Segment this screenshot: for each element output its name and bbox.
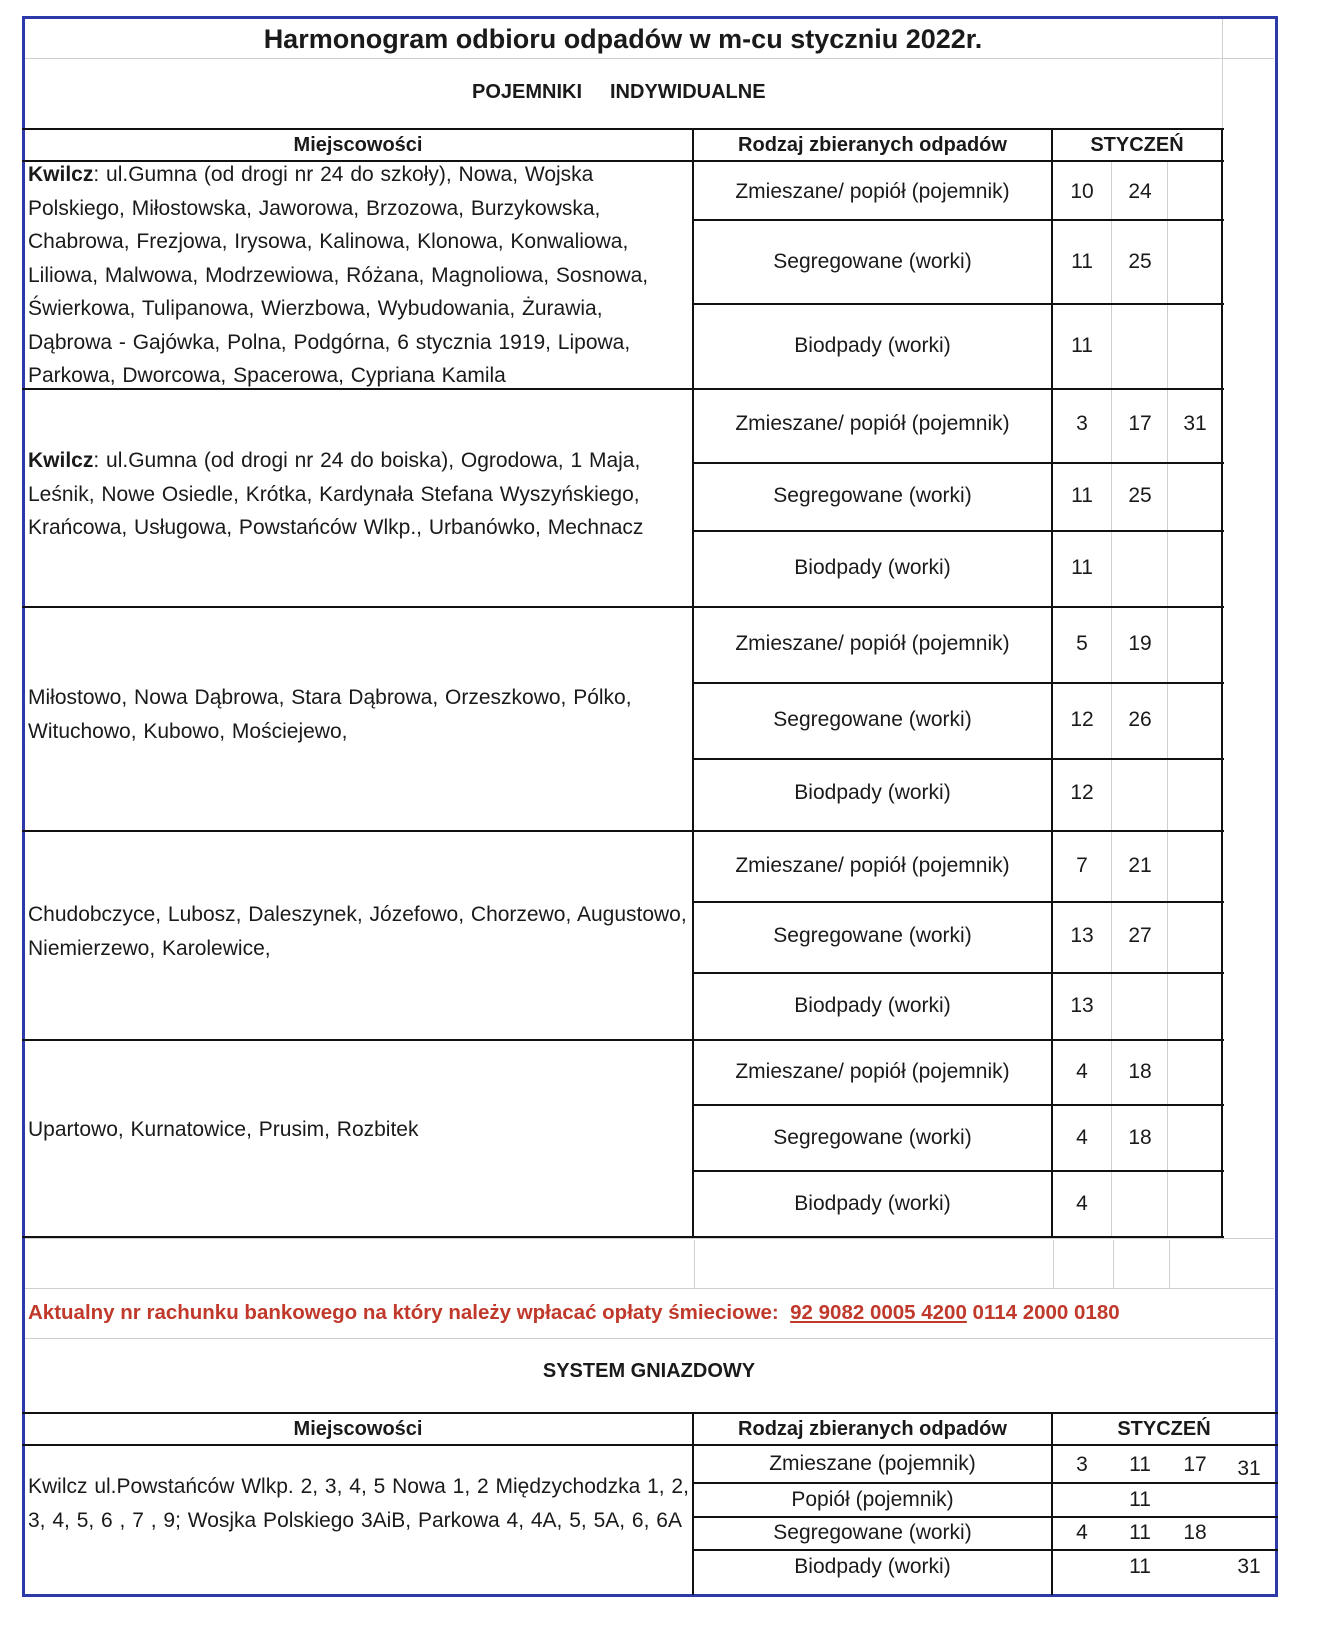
row-divider: [692, 1104, 1224, 1106]
waste-type: Biodpady (worki): [794, 1192, 951, 1215]
section2-heading: SYSTEM GNIAZDOWY: [542, 1360, 756, 1382]
places-text: Kwilcz: ul.Gumna (od drogi nr 24 do szkoły), Nowa, Wojska Polskiego, Miłostowska, Jaworowa, Brzozowa, Burzykowska, Chabrowa, Frezjowa, Irysowa, Kalinowa, Klonowa, Konwaliowa, Liliowa, Malwowa, Modrzewiowa, Różana, Magnoliowa, Sosnowa, Świerkowa, Tulipanowa, Wierzbowa, Wybudowania, Żurawia, Dąbrowa - Gajówka, Polna, Podgórna, 6 stycznia 1919, Lipowa, Parkowa, Dworcowa, Spacerowa, Cypriana Kamila: [28, 163, 649, 387]
grid-line: [1111, 162, 1112, 1236]
frame-bottom: [22, 1594, 1278, 1597]
pickup-day: 17: [1128, 412, 1152, 435]
row-divider: [692, 462, 1224, 464]
pickup-day: 27: [1128, 924, 1152, 947]
bank-account-number-part2: 0114 2000 0180: [966, 1301, 1120, 1324]
waste-type: Segregowane (worki): [773, 484, 972, 507]
header-type: Rodzaj zbieranych odpadów: [738, 134, 1007, 156]
pickup-day: 11: [1071, 484, 1093, 507]
bank-account-number-part1: 92 9082 0005 4200: [790, 1301, 967, 1324]
waste-type: Zmieszane/ popiół (pojemnik): [735, 1060, 1010, 1083]
pickup-day: 4: [1076, 1192, 1088, 1215]
row-divider: [692, 682, 1224, 684]
pickup-day: 19: [1128, 632, 1152, 655]
pickup-day: 21: [1128, 854, 1152, 877]
header-places: Miejscowości: [293, 134, 423, 156]
pickup-day: 11: [1129, 1488, 1151, 1511]
grid-line: [24, 1288, 1274, 1289]
grid-line: [24, 1338, 1274, 1339]
row-divider: [692, 530, 1224, 532]
pickup-day: 3: [1076, 412, 1088, 435]
row-divider: [692, 972, 1224, 974]
pickup-day: 12: [1070, 708, 1094, 731]
waste-type: Biodpady (worki): [794, 994, 951, 1017]
row-divider: [692, 1549, 1278, 1551]
pickup-day: 11: [1071, 556, 1093, 579]
table-border: [22, 1412, 1278, 1414]
row-divider: [692, 1516, 1278, 1518]
waste-type: Zmieszane/ popiół (pojemnik): [735, 854, 1010, 877]
grid-line: [24, 1238, 1274, 1239]
section1-heading-part2: INDYWIDUALNE: [610, 81, 766, 103]
places-text: Chudobczyce, Lubosz, Daleszynek, Józefowo, Chorzewo, Augustowo, Niemierzewo, Karolewice,: [28, 903, 687, 960]
pickup-day: 13: [1070, 994, 1094, 1017]
group-divider: [22, 830, 1224, 832]
pickup-day: 11: [1129, 1555, 1151, 1578]
grid-line: [1113, 1240, 1114, 1288]
waste-type: Zmieszane/ popiół (pojemnik): [735, 632, 1010, 655]
row-divider: [692, 901, 1224, 903]
table-border: [22, 1236, 1224, 1238]
pickup-day: 26: [1128, 708, 1152, 731]
places-text: Kwilcz ul.Powstańców Wlkp. 2, 3, 4, 5 Nowa 1, 2 Międzychodzka 1, 2, 3, 4, 5, 6 , 7 , 9; Wosjka Polskiego 3AiB, Parkowa 4, 4A, 5, 5A, 6, 6A: [28, 1475, 689, 1532]
header-places: Miejscowości: [293, 1418, 423, 1440]
pickup-day: 11: [1129, 1521, 1151, 1544]
pickup-day: 25: [1128, 250, 1152, 273]
row-divider: [692, 1482, 1278, 1484]
grid-line: [1167, 162, 1168, 1236]
grid-line: [1053, 1240, 1054, 1288]
page-title: Harmonogram odbioru odpadów w m-cu styczniu 2022r.: [263, 24, 983, 54]
pickup-day: 18: [1183, 1521, 1207, 1544]
waste-type: Popiół (pojemnik): [791, 1488, 954, 1511]
pickup-day: 11: [1071, 334, 1093, 357]
header-type: Rodzaj zbieranych odpadów: [738, 1418, 1007, 1440]
waste-type: Biodpady (worki): [794, 1555, 951, 1578]
row-divider: [692, 303, 1224, 305]
pickup-day: 11: [1071, 250, 1093, 273]
pickup-day: 18: [1128, 1126, 1152, 1149]
bank-account-label: Aktualny nr rachunku bankowego na który należy wpłacać opłaty śmieciowe:: [28, 1301, 779, 1324]
waste-type: Segregowane (worki): [773, 1126, 972, 1149]
frame-top: [22, 16, 1278, 19]
places-text: Upartowo, Kurnatowice, Prusim, Rozbitek: [28, 1118, 419, 1141]
grid-line: [24, 58, 1274, 59]
pickup-day: 4: [1076, 1521, 1088, 1544]
waste-type: Biodpady (worki): [794, 556, 951, 579]
bank-account-note: [28, 1301, 1120, 1325]
frame-right: [1275, 16, 1278, 1597]
places-text: Miłostowo, Nowa Dąbrowa, Stara Dąbrowa, Orzeszkowo, Pólko, Wituchowo, Kubowo, Mościejewo,: [28, 686, 632, 743]
grid-line: [1169, 1240, 1170, 1288]
waste-type: Segregowane (worki): [773, 924, 972, 947]
waste-type: Zmieszane (pojemnik): [769, 1452, 976, 1475]
pickup-day: 25: [1128, 484, 1152, 507]
section1-heading-part1: POJEMNIKI: [472, 81, 583, 103]
waste-type: Segregowane (worki): [773, 708, 972, 731]
pickup-day: 4: [1076, 1126, 1088, 1149]
pickup-day: 5: [1076, 632, 1088, 655]
row-divider: [692, 219, 1224, 221]
waste-type: Segregowane (worki): [773, 250, 972, 273]
group-divider: [22, 606, 1224, 608]
pickup-day: 18: [1128, 1060, 1152, 1083]
pickup-day: 7: [1076, 854, 1088, 877]
pickup-day: 31: [1237, 1457, 1261, 1480]
pickup-day: 11: [1129, 1453, 1151, 1476]
waste-type: Segregowane (worki): [773, 1521, 972, 1544]
pickup-day: 10: [1070, 180, 1094, 203]
waste-type: Biodpady (worki): [794, 781, 951, 804]
pickup-day: 24: [1128, 180, 1152, 203]
pickup-day: 12: [1070, 781, 1094, 804]
grid-line: [694, 1240, 695, 1288]
pickup-day: 17: [1183, 1453, 1207, 1476]
header-month: STYCZEŃ: [1117, 1418, 1211, 1440]
table-border: [22, 128, 1224, 130]
group-divider: [22, 1039, 1224, 1041]
pickup-day: 31: [1237, 1555, 1261, 1578]
row-divider: [692, 758, 1224, 760]
places-text: Kwilcz: ul.Gumna (od drogi nr 24 do boiska), Ogrodowa, 1 Maja, Leśnik, Nowe Osiedle, Krótka, Kardynała Stefana Wyszyńskiego, Krańcowa, Usługowa, Powstańców Wlkp., Urbanówko, Mechnacz: [28, 449, 644, 539]
pickup-day: 13: [1070, 924, 1094, 947]
pickup-day: 31: [1183, 412, 1207, 435]
row-divider: [692, 1170, 1224, 1172]
pickup-day: 3: [1076, 1453, 1088, 1476]
table-border: [22, 1444, 1278, 1446]
waste-type: Biodpady (worki): [794, 334, 951, 357]
waste-type: Zmieszane/ popiół (pojemnik): [735, 180, 1010, 203]
pickup-day: 4: [1076, 1060, 1088, 1083]
waste-type: Zmieszane/ popiół (pojemnik): [735, 412, 1010, 435]
header-month: STYCZEŃ: [1090, 134, 1184, 156]
